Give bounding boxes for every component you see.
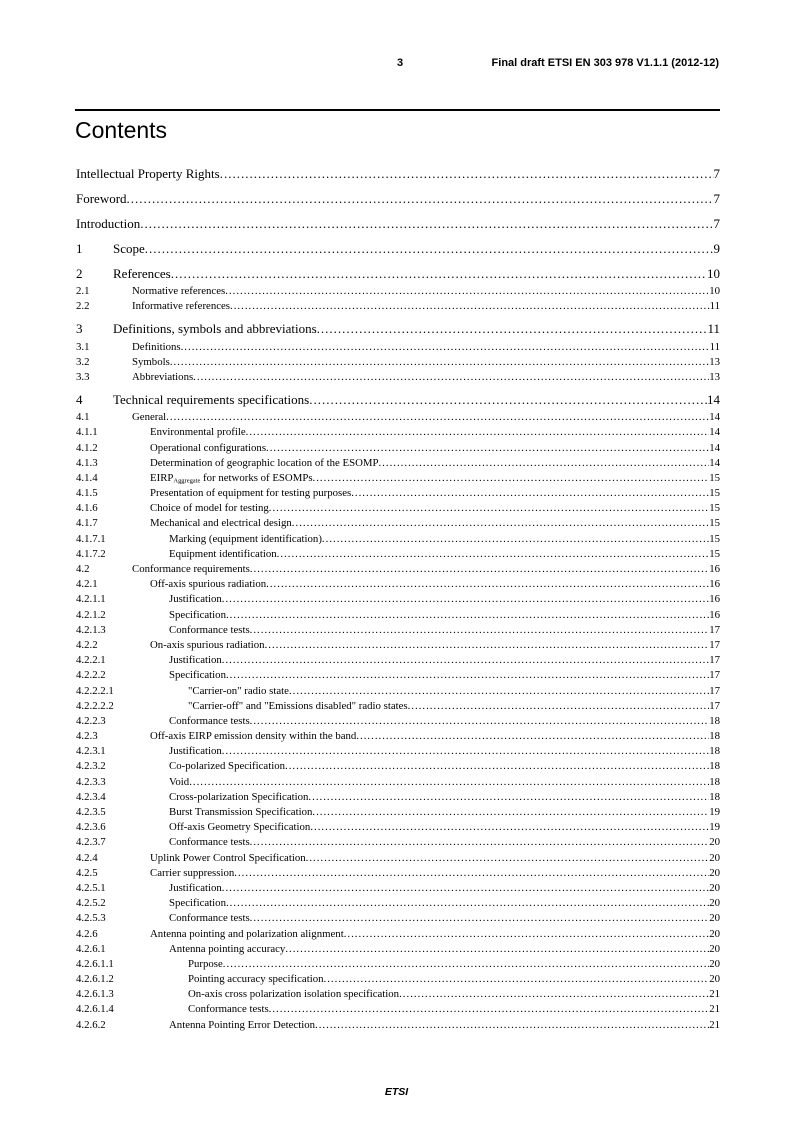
toc-entry-title: "Carrier-on" radio state <box>188 684 289 697</box>
dot-leader <box>324 973 710 985</box>
dot-leader <box>356 730 709 742</box>
dot-leader <box>222 654 709 666</box>
toc-entry-page: 11 <box>709 340 720 353</box>
dot-leader <box>166 411 709 423</box>
toc-entry[interactable] <box>76 940 720 955</box>
toc-entry-number: 4.2.5.1 <box>76 881 106 894</box>
toc-entry-title: Presentation of equipment for testing purposes <box>150 487 352 500</box>
toc-entry-title: Justification <box>169 745 222 758</box>
toc-entry-title: Operational configurations <box>150 441 267 454</box>
toc-entry-number: 4.1.1 <box>76 426 98 439</box>
toc-entry-title: Informative references <box>132 300 231 313</box>
toc-entry-page: 17 <box>709 699 720 712</box>
toc-entry[interactable] <box>76 955 720 970</box>
dot-leader <box>269 502 709 514</box>
toc-entry-number: 4.2.1.3 <box>76 623 106 636</box>
toc-entry[interactable] <box>76 188 720 207</box>
toc-entry-page: 20 <box>709 942 720 955</box>
toc-entry[interactable] <box>76 651 720 666</box>
toc-entry-number: 4.2.2.3 <box>76 714 106 727</box>
toc-entry[interactable] <box>76 238 720 257</box>
toc-entry-number: 4.2.6.1.2 <box>76 973 114 986</box>
dot-leader <box>250 715 710 727</box>
toc-entry-page: 20 <box>709 957 720 970</box>
toc-entry-page: 16 <box>709 593 720 606</box>
toc-entry-page: 21 <box>709 1018 720 1031</box>
toc-entry-title: Specification <box>169 897 226 910</box>
toc-entry[interactable] <box>76 499 720 514</box>
toc-entry-title: Equipment identification <box>169 547 277 560</box>
dot-leader <box>315 1019 709 1031</box>
toc-entry[interactable] <box>76 879 720 894</box>
dot-leader <box>310 821 709 833</box>
toc-entry-number: 4.1.3 <box>76 456 98 469</box>
dot-leader <box>170 356 709 368</box>
toc-entry-title: Marking (equipment identification) <box>169 532 322 545</box>
toc-entry[interactable] <box>76 469 720 484</box>
toc-entry-number: 3 <box>76 321 83 337</box>
toc-entry[interactable] <box>76 297 720 312</box>
dot-leader <box>289 685 709 697</box>
toc-entry-page: 18 <box>709 790 720 803</box>
toc-entry-number: 4.1.2 <box>76 441 98 454</box>
toc-entry[interactable] <box>76 833 720 848</box>
toc-entry-page: 11 <box>709 300 720 313</box>
toc-entry-page: 18 <box>709 745 720 758</box>
toc-entry-number: 4.2.3 <box>76 730 98 743</box>
dot-leader <box>292 517 709 529</box>
dot-leader <box>189 776 709 788</box>
toc-entry-number: 4.1.7.2 <box>76 547 106 560</box>
toc-entry-page: 17 <box>709 654 720 667</box>
toc-entry-page: 15 <box>709 471 720 484</box>
toc-entry-page: 18 <box>709 760 720 773</box>
toc-entry-number: 3.1 <box>76 340 90 353</box>
toc-entry-number: 4.2.1 <box>76 578 98 591</box>
dot-leader <box>250 836 710 848</box>
dot-leader <box>193 371 709 383</box>
toc-entry-title: $EIRP_{Aggregate}$ for networks of ESOMPs <box>150 471 313 484</box>
dot-leader <box>127 191 714 207</box>
toc-entry-title: Conformance tests <box>169 912 250 925</box>
toc-entry-page: 11 <box>707 321 720 337</box>
toc-entry-page: 20 <box>709 897 720 910</box>
page-number: 3 <box>396 57 404 69</box>
toc-entry-number: 4.1.4 <box>76 471 98 484</box>
toc-entry-page: 10 <box>707 266 720 281</box>
toc-entry-title: Void <box>169 775 190 788</box>
toc-entry[interactable] <box>76 590 720 605</box>
dot-leader <box>312 806 709 818</box>
toc-entry[interactable] <box>76 681 720 696</box>
toc-entry-title: Off-axis EIRP emission density within the band <box>150 730 357 743</box>
toc-entry-number: 4.2.1.1 <box>76 593 106 606</box>
toc-entry-title: Cross-polarization Specification <box>169 790 309 803</box>
toc-entry-number: 4.2.6.1.3 <box>76 988 114 1001</box>
dot-leader <box>285 943 709 955</box>
dot-leader <box>246 426 710 438</box>
toc-entry-number: 4.2.6.1.4 <box>76 1003 114 1016</box>
toc-entry-title: Specification <box>169 608 226 621</box>
toc-entry-page: 7 <box>713 166 720 181</box>
toc-entry-title: Conformance requirements <box>132 563 250 575</box>
toc-entry[interactable] <box>76 163 720 182</box>
toc-entry-title: Antenna pointing accuracy <box>169 942 286 955</box>
toc-entry-number: 4.2.2.2 <box>76 669 106 682</box>
toc-entry-title: Specification <box>169 669 226 682</box>
toc-entry-title: Intellectual Property Rights <box>76 166 220 181</box>
toc-entry-title: "Carrier-off" and "Emissions disabled" radio states <box>188 699 408 712</box>
toc-entry-title: Conformance tests <box>169 623 250 636</box>
toc-entry[interactable] <box>76 318 720 337</box>
toc-entry-page: 17 <box>709 684 720 697</box>
toc-entry-title: On-axis spurious radiation <box>150 638 265 651</box>
dot-leader <box>309 392 707 408</box>
toc-entry-number: 4.2.5.2 <box>76 897 106 910</box>
toc-entry-title: Purpose <box>188 957 223 970</box>
toc-entry[interactable] <box>76 697 720 712</box>
toc-entry-page: 20 <box>709 836 720 849</box>
toc-entry-title: Choice of model for testing <box>150 502 269 515</box>
dot-leader <box>145 241 714 257</box>
toc-entry[interactable] <box>76 985 720 1000</box>
toc-entry[interactable] <box>76 605 720 620</box>
toc-entry-title: Conformance tests <box>169 836 250 849</box>
toc-entry-number: 1 <box>76 241 83 256</box>
toc-entry-page: 20 <box>709 912 720 925</box>
dot-leader <box>265 639 710 651</box>
toc-entry-number: 4.2.5.3 <box>76 912 106 925</box>
toc-entry-number: 4 <box>76 391 83 407</box>
toc-entry-page: 18 <box>709 775 720 788</box>
toc-entry-page: 14 <box>709 441 720 454</box>
toc-entry-title: Off-axis spurious radiation <box>150 578 267 591</box>
toc-entry-number: 2.2 <box>76 300 90 313</box>
toc-entry[interactable] <box>76 788 720 803</box>
dot-leader <box>222 593 709 605</box>
toc-entry-page: 17 <box>709 638 720 651</box>
dot-leader <box>171 266 707 282</box>
toc-entry[interactable] <box>76 742 720 757</box>
toc-entry[interactable] <box>76 636 720 651</box>
toc-entry-page: 20 <box>709 866 720 879</box>
toc-entry-title: Environmental profile <box>150 426 246 439</box>
dot-leader <box>269 1003 710 1015</box>
header-rule <box>75 109 720 111</box>
toc-entry[interactable] <box>76 803 720 818</box>
toc-entry-title: Burst Transmission Specification <box>169 806 313 818</box>
toc-entry-page: 15 <box>709 547 720 560</box>
toc-entry-number: 4.2.3.2 <box>76 760 106 773</box>
toc-entry[interactable] <box>76 864 720 879</box>
toc-entry-page: 7 <box>713 191 720 206</box>
toc-entry-title: On-axis cross polarization isolation specification <box>188 988 400 1001</box>
toc-entry-title: Conformance tests <box>169 714 250 727</box>
dot-leader <box>223 958 709 970</box>
toc-entry-page: 7 <box>713 216 720 231</box>
toc-entry[interactable] <box>76 1015 720 1030</box>
toc-entry-number: 2 <box>76 266 83 281</box>
toc-entry-page: 14 <box>709 456 720 469</box>
toc-entry-title: Conformance tests <box>188 1003 269 1016</box>
toc-entry[interactable] <box>76 368 720 383</box>
toc-entry-page: 19 <box>709 806 720 818</box>
dot-leader <box>250 624 710 636</box>
toc-entry-title: Carrier suppression <box>150 866 235 879</box>
dot-leader <box>266 578 709 590</box>
toc-entry[interactable] <box>76 560 720 575</box>
toc-entry-number: 4.2.5 <box>76 866 98 879</box>
toc-entry[interactable] <box>76 545 720 560</box>
toc-entry-page: 17 <box>709 669 720 682</box>
toc-entry-number: 4.2.3.3 <box>76 775 106 788</box>
toc-entry-page: 15 <box>709 517 720 530</box>
toc-entry[interactable] <box>76 894 720 909</box>
dot-leader <box>266 442 709 454</box>
toc-entry[interactable] <box>76 575 720 590</box>
dot-leader <box>285 760 709 772</box>
toc-entry-page: 14 <box>709 426 720 439</box>
toc-entry-number: 4.2.4 <box>76 851 98 864</box>
toc-entry-page: 20 <box>709 881 720 894</box>
toc-entry-title: Justification <box>169 593 222 606</box>
toc-entry[interactable] <box>76 263 720 282</box>
toc-entry-page: 15 <box>709 487 720 500</box>
toc-entry-number: 4.2.2.2.2 <box>76 699 114 712</box>
toc-entry-number: 4.2.3.5 <box>76 806 106 818</box>
toc-entry-number: 3.2 <box>76 355 90 368</box>
toc-entry-number: 4.1.6 <box>76 502 98 515</box>
document-reference: Final draft ETSI EN 303 978 V1.1.1 (2012-12) <box>491 57 719 69</box>
toc-entry-title: Foreword <box>76 191 127 206</box>
toc-entry-page: 13 <box>709 355 720 368</box>
toc-entry[interactable] <box>76 484 720 499</box>
toc-entry-page: 16 <box>709 578 720 591</box>
toc-entry-number: 4.2.6.1 <box>76 942 106 955</box>
toc-entry-page: 15 <box>709 502 720 515</box>
toc-entry-title: Off-axis Geometry Specification <box>169 821 311 834</box>
dot-leader <box>399 988 709 1000</box>
toc-entry-number: 4.2.2.1 <box>76 654 106 667</box>
toc-entry[interactable] <box>76 757 720 772</box>
toc-entry-title: Scope <box>113 241 145 256</box>
dot-leader <box>225 285 709 297</box>
toc-entry-number: 4.1.7.1 <box>76 532 106 545</box>
toc-entry-title: Mechanical and electrical design <box>150 517 292 530</box>
toc-entry-title: Antenna pointing and polarization alignment <box>150 927 344 940</box>
toc-entry-title: Determination of geographic location of the ESOMP <box>150 456 379 469</box>
toc-entry-page: 14 <box>707 391 720 407</box>
toc-entry-number: 4.2 <box>76 563 90 575</box>
toc-entry-page: 14 <box>709 411 720 424</box>
toc-entry-page: 20 <box>709 973 720 986</box>
dot-leader <box>344 928 710 940</box>
toc-entry[interactable] <box>76 353 720 368</box>
toc-entry[interactable] <box>76 712 720 727</box>
toc-entry-page: 16 <box>709 563 720 575</box>
toc-entry-page: 17 <box>709 623 720 636</box>
dot-leader <box>322 533 709 545</box>
toc-entry-title: Technical requirements specifications <box>113 391 310 407</box>
toc-entry-number: 4.2.2 <box>76 638 98 651</box>
toc-entry-number: 4.2.6.1.1 <box>76 957 114 970</box>
dot-leader <box>408 700 710 712</box>
toc-entry[interactable] <box>76 454 720 469</box>
toc-entry-title: Introduction <box>76 216 141 231</box>
dot-leader <box>351 487 709 499</box>
toc-entry-number: 4.2.1.2 <box>76 608 106 621</box>
dot-leader <box>250 912 710 924</box>
dot-leader <box>222 745 709 757</box>
table-of-contents <box>76 163 720 1031</box>
toc-entry-title: Justification <box>169 654 222 667</box>
toc-entry[interactable] <box>76 529 720 544</box>
dot-leader <box>226 897 709 909</box>
toc-entry[interactable] <box>76 337 720 352</box>
toc-entry[interactable] <box>76 389 720 408</box>
toc-entry[interactable] <box>76 621 720 636</box>
toc-entry-number: 4.2.3.6 <box>76 821 106 834</box>
toc-entry-number: 4.2.3.7 <box>76 836 106 849</box>
toc-entry-number: 4.2.2.2.1 <box>76 684 114 697</box>
dot-leader <box>308 791 709 803</box>
toc-entry-page: 21 <box>709 988 720 1001</box>
toc-entry-page: 9 <box>713 241 720 256</box>
toc-entry-number: 4.2.3.1 <box>76 745 106 758</box>
toc-entry-title: Pointing accuracy specification <box>188 973 324 986</box>
toc-entry-page: 10 <box>709 285 720 298</box>
dot-leader <box>181 341 710 353</box>
dot-leader <box>222 882 709 894</box>
dot-leader <box>313 472 710 484</box>
toc-entry[interactable] <box>76 818 720 833</box>
toc-entry-title: Definitions, symbols and abbreviations <box>113 321 317 337</box>
toc-entry[interactable] <box>76 213 720 232</box>
dot-leader <box>226 669 709 681</box>
dot-leader <box>250 563 709 575</box>
toc-entry-page: 15 <box>709 532 720 545</box>
dot-leader <box>226 609 709 621</box>
dot-leader <box>306 852 710 864</box>
toc-entry-number: 4.2.3.4 <box>76 790 106 803</box>
toc-entry[interactable] <box>76 1000 720 1015</box>
toc-entry[interactable] <box>76 423 720 438</box>
toc-entry-title: Justification <box>169 881 222 894</box>
toc-entry-page: 18 <box>709 730 720 743</box>
toc-entry-number: 4.1 <box>76 411 90 424</box>
contents-title: Contents <box>75 117 168 143</box>
toc-entry-number: 4.1.7 <box>76 517 98 530</box>
dot-leader <box>317 321 708 337</box>
toc-entry[interactable] <box>76 408 720 423</box>
dot-leader <box>277 548 710 560</box>
toc-entry-title: Antenna Pointing Error Detection <box>169 1018 316 1031</box>
toc-entry[interactable] <box>76 924 720 939</box>
toc-entry-number: 4.1.5 <box>76 487 98 500</box>
toc-entry[interactable] <box>76 848 720 863</box>
toc-entry[interactable] <box>76 772 720 787</box>
toc-entry-page: 19 <box>709 821 720 834</box>
toc-entry-page: 16 <box>709 608 720 621</box>
toc-entry[interactable] <box>76 666 720 681</box>
dot-leader <box>140 216 713 232</box>
toc-entry-page: 21 <box>709 1003 720 1016</box>
toc-entry[interactable] <box>76 970 720 985</box>
toc-entry-number: 4.2.6 <box>76 927 98 940</box>
toc-entry-page: 18 <box>709 714 720 727</box>
toc-entry-title: Symbols <box>132 355 170 368</box>
toc-entry-title: Co-polarized Specification <box>169 760 286 773</box>
dot-leader <box>234 867 709 879</box>
toc-entry[interactable] <box>76 727 720 742</box>
toc-entry[interactable] <box>76 282 720 297</box>
toc-entry-page: 13 <box>709 370 720 383</box>
dot-leader <box>230 300 710 312</box>
toc-entry[interactable] <box>76 438 720 453</box>
toc-entry-number: 4.2.6.2 <box>76 1018 106 1031</box>
toc-entry-title: General <box>132 411 167 424</box>
toc-entry[interactable] <box>76 514 720 529</box>
toc-entry-title: Definitions <box>132 340 181 353</box>
dot-leader <box>220 166 714 182</box>
toc-entry-title: Normative references <box>132 285 226 298</box>
toc-entry-number: 2.1 <box>76 285 90 298</box>
toc-entry-page: 20 <box>709 851 720 864</box>
toc-entry-title: Abbreviations <box>132 370 194 383</box>
toc-entry-title: References <box>113 266 171 281</box>
toc-entry[interactable] <box>76 909 720 924</box>
toc-entry-title: Uplink Power Control Specification <box>150 851 306 864</box>
dot-leader <box>378 457 709 469</box>
toc-entry-number: 3.3 <box>76 370 90 383</box>
toc-entry-page: 20 <box>709 927 720 940</box>
footer-etsi: ETSI <box>384 1086 409 1098</box>
